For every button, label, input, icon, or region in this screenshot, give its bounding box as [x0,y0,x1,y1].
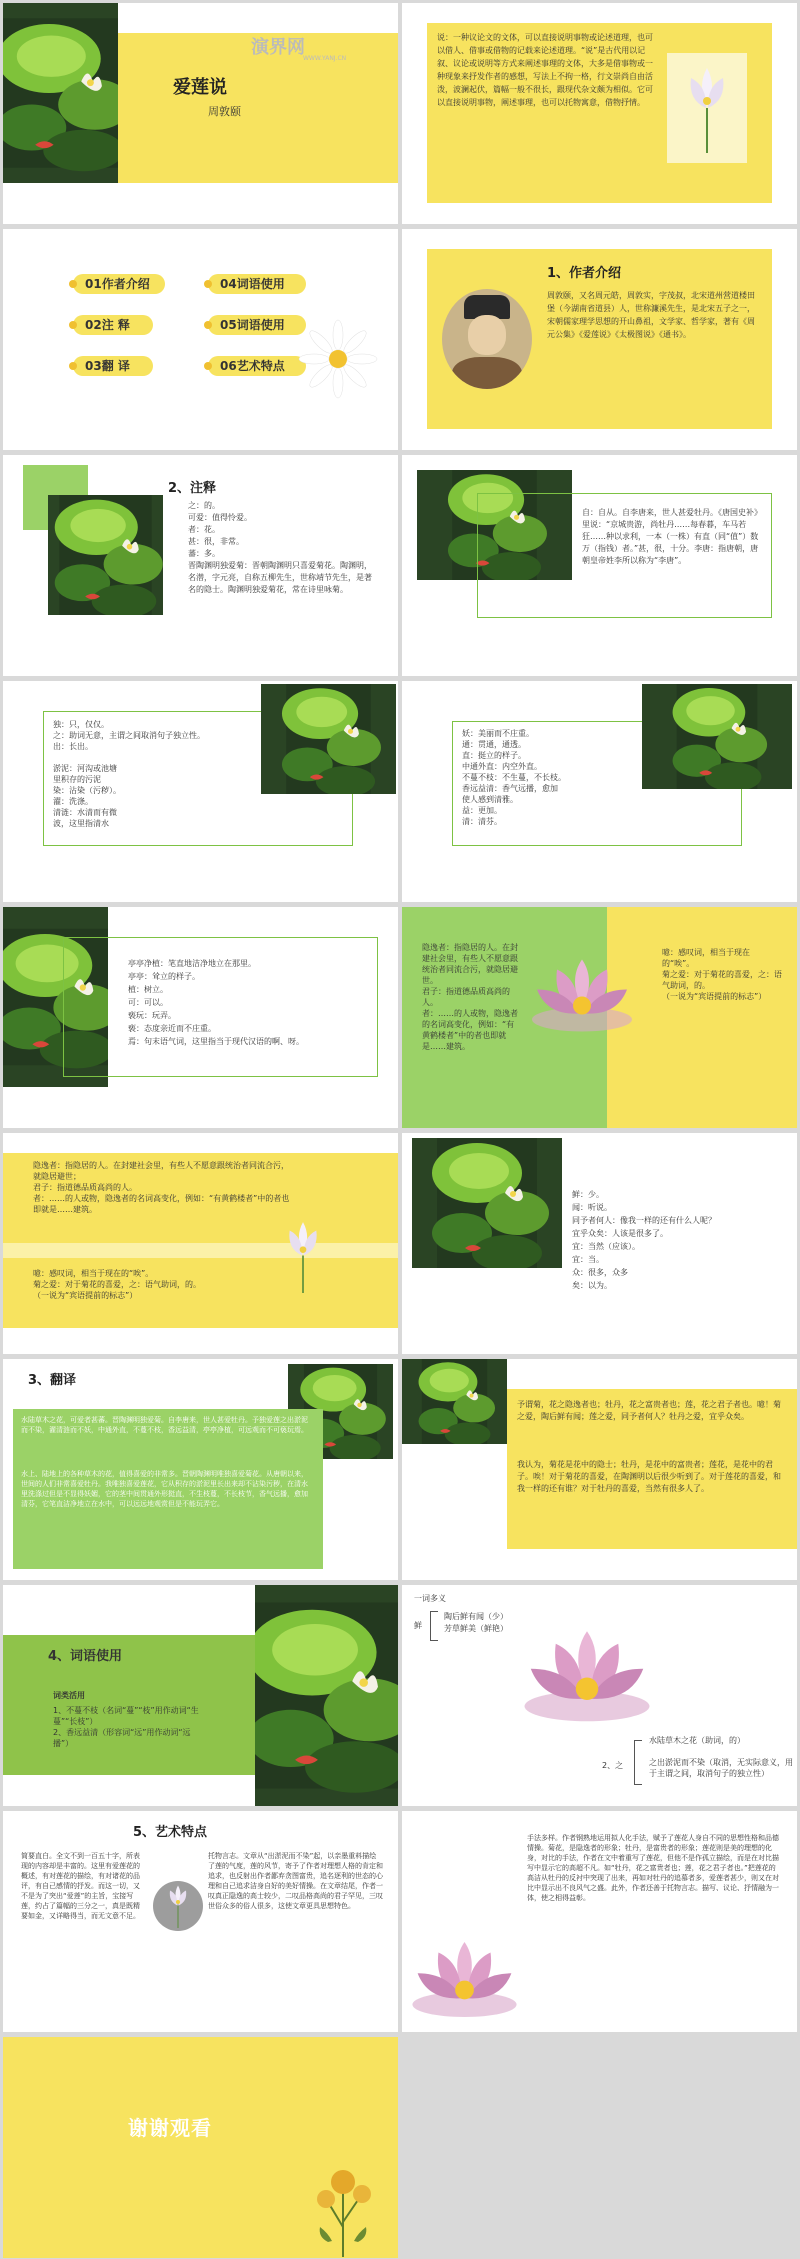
slide-art-features-2[interactable] [402,1811,797,2032]
translation-original: 予谓菊，花之隐逸者也；牡丹，花之富贵者也；莲，花之君子者也。噫！菊之爱，陶后鲜有闻；莲之爱，同予者何人？牡丹之爱，宜乎众矣。 [517,1400,781,1421]
daisy-icon [298,319,378,399]
slide-notes-4[interactable] [402,681,797,902]
notes-text: 之：的。 可爱：值得怜爱。 者：花。 甚：很，非常。 蕃：多。 晋陶渊明独爱菊：晋朝陶渊明只喜爱菊花。陶渊明，名潜，字元亮，自称五柳先生，世称靖节先生，是著名的隐士。陶渊明独爱菊花，常在诗里咏菊。 [188,501,372,594]
slide-notes-5[interactable] [3,907,398,1128]
art-feature-3: 手法多样。作者钢熟地运用拟人化手法，赋予了莲花人身自不同的思想性格和品德情操。菊花，是隐逸者的形象；牡丹，是富贵者的形象；莲花则是美的理想的化身，对比的手法，作者在文中着重写了莲花，但他不是作孤立描绘，而是在对比描写中显示它的高超不凡。如“牡丹，花之富贵者也；莲，花之君子者也。”把莲花的高洁从牡丹的反衬中突现了出来，再如对牡丹的追慕者多，爱莲者甚少，则又在对比中显示出不良风气之盛。此外，作者还善于托物言志。描写、议论、抒情融为一体，使之相得益彰。 [527,1834,779,1902]
translation-original: 水陆草木之花，可爱者甚蕃。晋陶渊明独爱菊。自李唐来，世人甚爱牡丹。予独爱莲之出淤泥而不染，濯清涟而不妖，中通外直，不蔓不枝，香远益清，亭亭净植，可远观而不可亵玩焉。 [21,1416,308,1434]
word-group-2-item-b: 之出淤泥而不染（取消，无实际意义，用于主谓之间，取消句子的独立性） [649,1758,793,1778]
author-text: 周敦颐，又名周元皓，周敦实，字茂叔，北宋道州营道楼田堡（今湖南省道县）人，世称濂溪先生，是北宋五子之一，宋朝儒家理学思想的开山鼻祖，文学家、哲学家，著有《周元公集》《爱莲说》《太极图说》《通书》。 [547,291,755,339]
toc-item-4[interactable]: 04词语使用 [208,274,306,294]
toc-item-3[interactable]: 03翻 译 [73,356,153,376]
notes-text-top: 隐逸者：指隐居的人。在封建社会里，有些人不愿意跟统治者同流合污，就隐居避世； 君子：指道德品质高尚的人。 者：……的人或物，隐逸者的名词高变化，例如：“有黄鹤楼者”中的者也即就是……建筑。 [33,1161,290,1214]
slide-contents[interactable] [3,229,398,450]
slide-definition[interactable] [402,3,797,224]
word-usage-heading: 一词多义 [414,1594,446,1603]
slide-notes-3[interactable] [3,681,398,902]
toc-item-2[interactable]: 02注 释 [73,315,153,335]
white-lotus-icon [161,1883,195,1928]
white-lotus-icon [677,58,737,158]
toc-item-6[interactable]: 06艺术特点 [208,356,306,376]
portrait-icon [442,289,532,389]
section-title-art: 5、艺术特点 [133,1825,208,1840]
lotus-leaf-image [261,684,396,794]
toc-item-1[interactable]: 01作者介绍 [73,274,165,294]
slide-art-features-1[interactable] [3,1811,398,2032]
slide-notes-2[interactable] [402,455,797,676]
slide-translation-1[interactable] [3,1359,398,1580]
lotus-leaf-image [412,1138,562,1268]
word-group-1-items: 陶后鲜有闻（少） 芳草鲜美（鲜艳） [444,1612,508,1633]
bracket-1 [430,1611,438,1641]
slide-word-usage-2[interactable] [402,1585,797,1806]
section-title-translation: 3、翻译 [28,1373,77,1388]
slide-notes-7[interactable] [3,1133,398,1354]
dandelion-icon [308,2157,378,2257]
section-title-author: 1、作者介绍 [547,266,622,281]
word-usage-subtitle: 词类活用 [53,1691,85,1700]
author-name: 周敦颐 [208,105,241,118]
slide-translation-2[interactable] [402,1359,797,1580]
thanks-text: 谢谢观看 [128,2116,212,2140]
word-group-1: 鲜 [414,1621,422,1630]
white-lotus-icon [258,1218,348,1293]
translation-modern: 我认为，菊花是花中的隐士；牡丹，是花中的富贵者；莲花，是花中的君子。唉！对于菊花的喜爱，在陶渊明以后很少听到了。对于莲花的喜爱，和我一样的还有谁？对于牡丹的喜爱，当然有很多人了。 [517,1460,781,1493]
pink-lotus-icon [402,1931,527,2026]
lotus-leaf-image [402,1359,507,1444]
pink-lotus-icon [512,1615,662,1735]
watermark-url: WWW.YANJ.CN [303,55,347,62]
notes-text-right: 噫：感叹词，相当于现在的“唉”。 菊之爱：对于菊花的喜爱，之：语气助词，的。 （一说为“宾语提前的标志”） [662,948,782,1001]
art-feature-2: 托物言志。文章从“出淤泥而不染”起，以亲墨重料描绘了莲的气度，莲的风节，寄予了作者对理想人格的肯定和追求，也反射出作者鄙弃贪图富贵，追名逐利的世态的心理和自己追求洁身自好的美好情操。在文章结尾，作者一叹真正隐逸的高士较少，二叹品格高尚的君子罕见，三叹世俗众多的俗人很多，这使文章更具思想特色。 [208,1852,383,1910]
lotus-leaf-image [255,1585,398,1806]
slide-notes-8[interactable] [402,1133,797,1354]
page-title: 爱莲说 [173,77,227,98]
notes-text: 自：自从。自李唐来，世人甚爱牡丹。《唐国史补》里说：“京城贵游，尚牡丹……每春暮，车马若狂……种以求利，一本（一株）有直（同“值”）数万（指钱）者。”甚，很，十分。李唐：指唐朝，唐朝皇帝姓李所以称为“李唐”。 [582,508,762,565]
section-title-notes: 2、注释 [168,481,217,496]
slide-notes-1[interactable] [3,455,398,676]
slide-word-usage-1[interactable] [3,1585,398,1806]
word-group-2-item-a: 水陆草木之花（助词，的） [649,1736,745,1745]
empty-cell [402,2037,797,2258]
section-title-word-usage: 4、词语使用 [48,1649,123,1664]
slide-title[interactable] [3,3,398,224]
art-feature-1: 简要直白。全文不到一百五十字，所表现的内容却是丰富的。这里有爱莲花的概述，有对莲花的描绘，有对诸花的品评，有自己感情的抒发。而这一切，又不是为了突出“爱莲”的主旨，宝接写莲，约占了篇幅的三分之一，真是既精要如金，又详略得当，而无文意不足。 [21,1852,140,1920]
watermark: 演界网 [251,37,305,58]
lotus-leaf-image [48,495,163,615]
bracket-2 [634,1740,642,1785]
notes-text: 鲜：少。 闻：听说。 同予者何人：像我一样的还有什么人呢？ 宜乎众矣：人该是很多了。 宜：当然（应该）。 宜：当。 众：很多，众多 矣：以为。 [572,1190,716,1290]
notes-text: 独：只，仅仅。 之：助词无意，主谓之间取消句子独立性。 出：长出。 淤泥：河沟或池塘 里积存的污泥 染：沾染（污秽）。 濯：洗涤。 清涟：水清而有微 波，这里指清水 [53,720,205,828]
translation-modern: 水上、陆地上的各种草木的花，值得喜爱的非常多。晋朝陶渊明唯独喜爱菊花。从唐朝以来，世间的人们非常喜爱牡丹。我唯独喜爱莲花，它从积存的淤泥里长出来却不沾染污秽，在清水里洗涤过但是不显得妖媚，它的茎中间贯通外形挺直，不生枝蔓，不长枝节，香气远播，愈加清芬，它笔直洁净地立在水中，可以远远地观赏但是不能玩弄它。 [21,1470,308,1508]
notes-text: 亭亭净植：笔直地洁净地立在那里。 亭亭：耸立的样子。 植：树立。 可：可以。 亵玩：玩弄。 亵：态度亲近而不庄重。 焉：句末语气词，这里指当于现代汉语的啊、呀。 [128,959,304,1046]
slide-author[interactable] [402,229,797,450]
pink-lotus-icon [522,947,642,1042]
notes-text: 妖：美丽而不庄重。 通：贯通，通透。 直：挺立的样子。 中通外直：内空外直。 不蔓不枝：不生蔓，不长枝。 香远益清：香气远播，愈加 使人感到清雅。 益：更加。 清：清芬。 [462,729,566,826]
slide-thanks[interactable] [3,2037,398,2258]
definition-text: 说：一种议论文的文体，可以直接说明事物或论述道理，也可以借人、借事或借物的记载来论述道理。“说”是古代用以记叙、议论或说明等方式来阐述事理的文体，大多是借事物或一种现象来抒发作者的感想，写法上不拘一格，行文崇尚自由活泼，波澜起伏，篇幅一般不很长，跟现代杂文颇为相似。它可以直接说明事物，阐述事理，也可以托物寓意，借物抒情。 [437,33,653,107]
notes-text-left: 隐逸者：指隐居的人。在封建社会里，有些人不愿意跟统治者同流合污，就隐居避世。 君子：指道德品质高尚的人。 者：……的人或物，隐逸者的名词高变化，例如：“有黄鹤楼者”中的者也即就是……建筑。 [422,943,518,1051]
word-usage-items: 1、不蔓不枝（名词“蔓”“枝”用作动词“生蔓”“长枝”） 2、香远益清（形容词“远”用作动词“远播”） [53,1706,199,1748]
notes-text-bottom: 噫：感叹词，相当于现在的“唉”。 菊之爱：对于菊花的喜爱，之：语气助词，的。 （一说为“宾语提前的标志”） [33,1269,201,1300]
slide-notes-6[interactable] [402,907,797,1128]
lotus-leaf-image [3,3,118,183]
toc-item-5[interactable]: 05词语使用 [208,315,306,335]
lotus-leaf-image [642,684,792,789]
word-group-2: 2、之 [602,1761,624,1770]
